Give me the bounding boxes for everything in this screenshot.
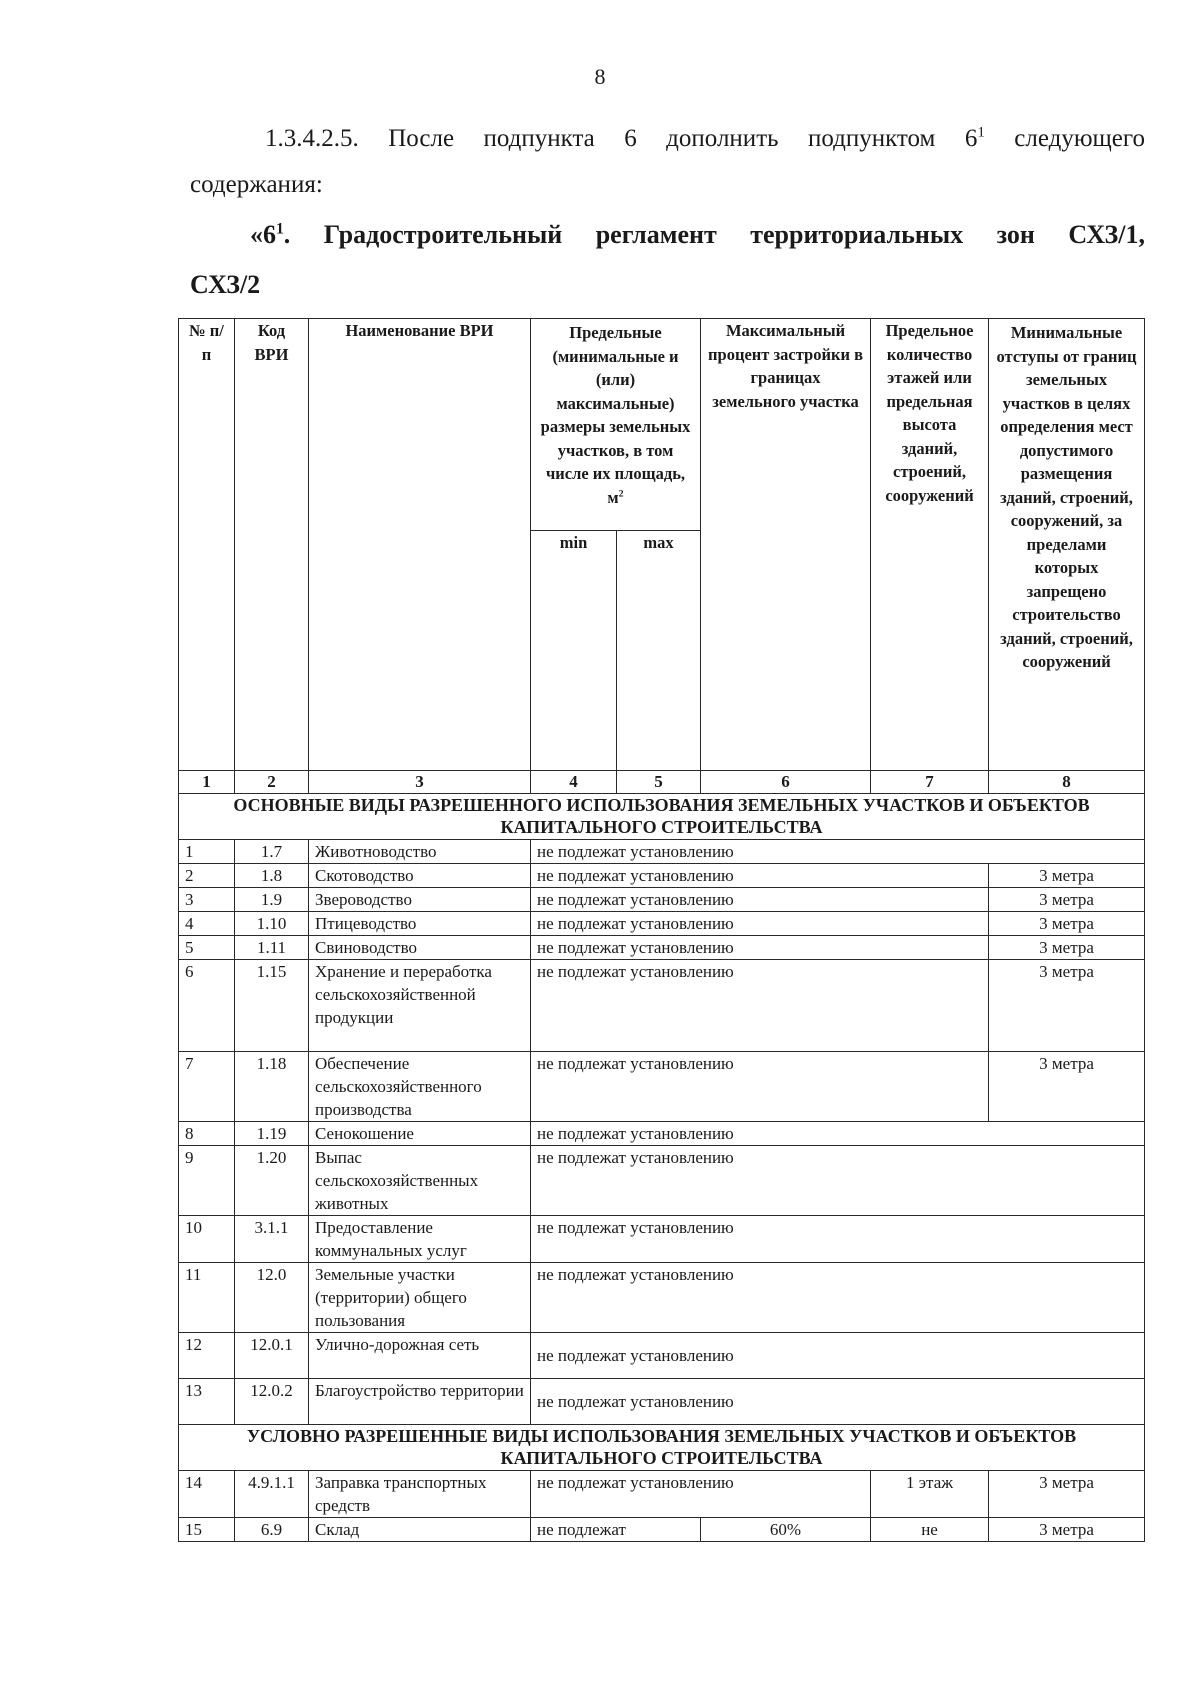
- row-code: 1.15: [235, 960, 309, 1052]
- row-value: не подлежат установлению: [531, 1122, 1145, 1146]
- row-name: Улично-дорожная сеть: [309, 1333, 531, 1379]
- row-value: не подлежат установлению: [531, 1263, 1145, 1333]
- row-name: Скотоводство: [309, 864, 531, 888]
- row-value: не подлежат установлению: [531, 936, 989, 960]
- row-code: 1.7: [235, 840, 309, 864]
- row-num: 8: [179, 1122, 235, 1146]
- row-value: не подлежат установлению: [531, 1379, 1145, 1425]
- row-name: Предоставление коммунальных услуг: [309, 1216, 531, 1263]
- row-num: 4: [179, 912, 235, 936]
- row-code: 1.11: [235, 936, 309, 960]
- table-row: [179, 1216, 1145, 1263]
- table-row: [179, 1146, 1145, 1216]
- row-setback: 3 метра: [989, 1052, 1145, 1122]
- row-name: Хранение и переработка сельскохозяйственной продукции: [309, 960, 531, 1052]
- row-setback: 3 метра: [989, 864, 1145, 888]
- row-floors: не: [871, 1518, 989, 1542]
- heading-prefix: «6: [250, 220, 276, 249]
- row-setback: 3 метра: [989, 936, 1145, 960]
- row-name: Земельные участки (территории) общего пользования: [309, 1263, 531, 1333]
- row-value: не подлежат установлению: [531, 1471, 871, 1518]
- row-value: не подлежат: [531, 1518, 701, 1542]
- row-value: не подлежат установлению: [531, 1146, 1145, 1216]
- row-name: Звероводство: [309, 888, 531, 912]
- section-heading: [190, 212, 1145, 258]
- col-number: 3: [309, 771, 531, 794]
- row-code: 1.9: [235, 888, 309, 912]
- col-number: 1: [179, 771, 235, 794]
- header-size-text: Предельные (минимальные и (или) максимальные) размеры земельных участков, в том числе их площадь, м: [540, 323, 691, 507]
- row-num: 6: [179, 960, 235, 1052]
- section-main-title: ОСНОВНЫЕ ВИДЫ РАЗРЕШЕННОГО ИСПОЛЬЗОВАНИЯ ЗЕМЕЛЬНЫХ УЧАСТКОВ И ОБЪЕКТОВ КАПИТАЛЬНОГО СТРОИТЕЛЬСТВА: [179, 794, 1145, 840]
- table-row: [179, 840, 1145, 864]
- table-row: [179, 1471, 1145, 1518]
- amendment-text-end: следующего: [984, 125, 1145, 152]
- row-code: 6.9: [235, 1518, 309, 1542]
- table-row: [179, 888, 1145, 912]
- header-setback: Минимальные отступы от границ земельных участков в целях определения мест допустимого размещения зданий, строений, сооружений, за пределами которых запрещено строительство зданий, строений, сооружений: [989, 319, 1145, 771]
- row-num: 7: [179, 1052, 235, 1122]
- col-number: 6: [701, 771, 871, 794]
- row-setback: 3 метра: [989, 1518, 1145, 1542]
- header-size: [531, 319, 701, 531]
- row-value: не подлежат установлению: [531, 1333, 1145, 1379]
- header-min: min: [531, 531, 617, 771]
- section-conditional-title: УСЛОВНО РАЗРЕШЕННЫЕ ВИДЫ ИСПОЛЬЗОВАНИЯ ЗЕМЕЛЬНЫХ УЧАСТКОВ И ОБЪЕКТОВ КАПИТАЛЬНОГО СТРОИТЕЛЬСТВА: [179, 1425, 1145, 1471]
- regulation-table: [178, 318, 1145, 1542]
- table-row: [179, 864, 1145, 888]
- row-value: не подлежат установлению: [531, 864, 989, 888]
- row-num: 11: [179, 1263, 235, 1333]
- row-num: 9: [179, 1146, 235, 1216]
- amendment-text: 1.3.4.2.5. После подпункта 6 дополнить подпунктом 6: [265, 125, 978, 152]
- row-value: не подлежат установлению: [531, 960, 989, 1052]
- amendment-paragraph-cont: содержания:: [190, 171, 323, 198]
- row-code: 12.0: [235, 1263, 309, 1333]
- row-floors: 1 этаж: [871, 1471, 989, 1518]
- row-code: 1.20: [235, 1146, 309, 1216]
- col-number: 4: [531, 771, 617, 794]
- table-row: [179, 1263, 1145, 1333]
- heading-text: . Градостроительный регламент территориальных зон СХЗ/1,: [283, 220, 1145, 249]
- row-num: 1: [179, 840, 235, 864]
- row-num: 15: [179, 1518, 235, 1542]
- header-num: № п/п: [179, 319, 235, 771]
- row-name: Сенокошение: [309, 1122, 531, 1146]
- row-value: не подлежат установлению: [531, 912, 989, 936]
- row-percent: 60%: [701, 1518, 871, 1542]
- row-num: 12: [179, 1333, 235, 1379]
- table-row: [179, 960, 1145, 1052]
- col-number: 2: [235, 771, 309, 794]
- row-value: не подлежат установлению: [531, 888, 989, 912]
- header-floors: Предельное количество этажей или предельная высота зданий, строений, сооружений: [871, 319, 989, 771]
- col-number: 7: [871, 771, 989, 794]
- row-num: 5: [179, 936, 235, 960]
- row-name: Выпас сельскохозяйственных животных: [309, 1146, 531, 1216]
- row-code: 1.10: [235, 912, 309, 936]
- table-row: [179, 1052, 1145, 1122]
- row-name: Птицеводство: [309, 912, 531, 936]
- row-code: 4.9.1.1: [235, 1471, 309, 1518]
- col-number: 5: [617, 771, 701, 794]
- table-row: [179, 1333, 1145, 1379]
- row-setback: 3 метра: [989, 912, 1145, 936]
- table-row: [179, 1518, 1145, 1542]
- heading-superscript: 1: [276, 220, 284, 238]
- header-max: max: [617, 531, 701, 771]
- row-name: Животноводство: [309, 840, 531, 864]
- row-code: 1.19: [235, 1122, 309, 1146]
- header-code: Код ВРИ: [235, 319, 309, 771]
- row-code: 12.0.2: [235, 1379, 309, 1425]
- row-name: Склад: [309, 1518, 531, 1542]
- col-number: 8: [989, 771, 1145, 794]
- row-num: 13: [179, 1379, 235, 1425]
- header-size-sup: 2: [618, 488, 624, 499]
- table-row: [179, 912, 1145, 936]
- row-name: Благоустройство территории: [309, 1379, 531, 1425]
- row-num: 2: [179, 864, 235, 888]
- row-num: 10: [179, 1216, 235, 1263]
- section-heading-cont: СХЗ/2: [190, 270, 261, 299]
- row-num: 3: [179, 888, 235, 912]
- table-row: [179, 1379, 1145, 1425]
- header-name: Наименование ВРИ: [309, 319, 531, 771]
- row-value: не подлежат установлению: [531, 1216, 1145, 1263]
- row-code: 12.0.1: [235, 1333, 309, 1379]
- row-name: Свиноводство: [309, 936, 531, 960]
- table-row: [179, 936, 1145, 960]
- header-percent: Максимальный процент застройки в границах земельного участка: [701, 319, 871, 771]
- row-code: 1.8: [235, 864, 309, 888]
- amendment-paragraph: [190, 116, 1145, 162]
- page-number: 8: [594, 64, 606, 89]
- row-name: Обеспечение сельскохозяйственного производства: [309, 1052, 531, 1122]
- table-row: [179, 1122, 1145, 1146]
- row-num: 14: [179, 1471, 235, 1518]
- row-setback: 3 метра: [989, 888, 1145, 912]
- row-setback: 3 метра: [989, 960, 1145, 1052]
- row-value: не подлежат установлению: [531, 840, 1145, 864]
- superscript: 1: [977, 124, 985, 141]
- row-name: Заправка транспортных средств: [309, 1471, 531, 1518]
- row-setback: 3 метра: [989, 1471, 1145, 1518]
- row-code: 1.18: [235, 1052, 309, 1122]
- row-value: не подлежат установлению: [531, 1052, 989, 1122]
- row-code: 3.1.1: [235, 1216, 309, 1263]
